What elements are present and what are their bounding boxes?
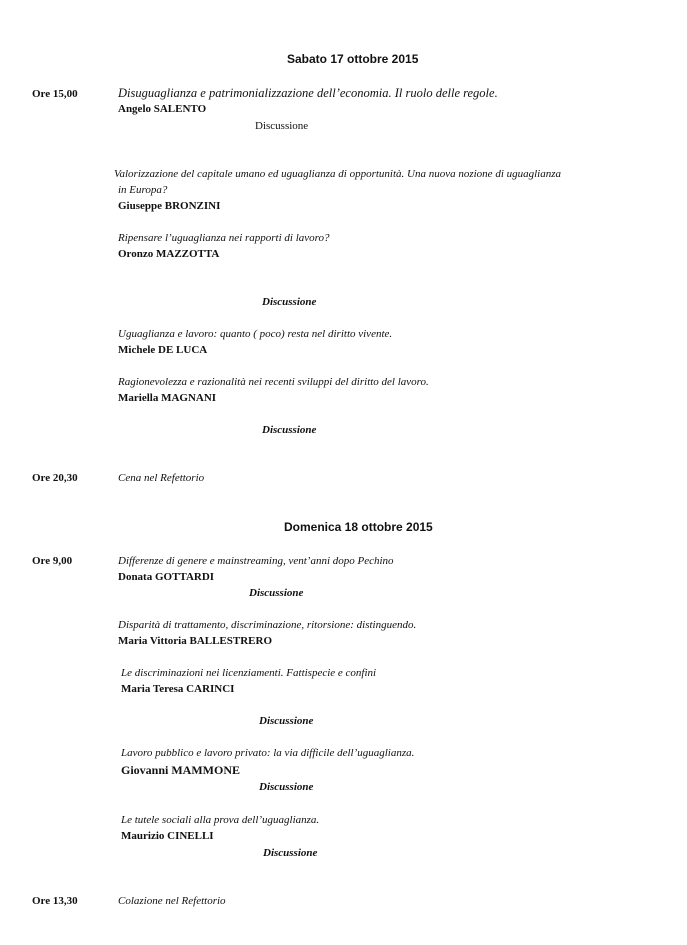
day2-talk1-title: Differenze di genere e mainstreaming, vent’anni dopo Pechino	[118, 555, 394, 567]
day2-talk2-speaker: Maria Vittoria BALLESTRERO	[118, 635, 273, 647]
day1-talk4-speaker: Michele DE LUCA	[118, 344, 208, 356]
day2-talk1-speaker: Donata GOTTARDI	[118, 571, 215, 583]
day1-discussion-3: Discussione	[262, 424, 317, 436]
day2-talk4-title: Lavoro pubblico e lavoro privato: la via difficile dell’uguaglianza.	[121, 747, 415, 759]
day1-talk4-title: Uguaglianza e lavoro: quanto ( poco) resta nel diritto vivente.	[118, 328, 393, 340]
day2-lunch-label: Colazione nel Refettorio	[118, 895, 226, 907]
day2-talk5-title: Le tutele sociali alla prova dell’uguaglianza.	[121, 814, 320, 826]
day1-dinner-time: Ore 20,30	[32, 472, 78, 484]
day1-session1-time: Ore 15,00	[32, 88, 78, 100]
day2-discussion-2: Discussione	[259, 715, 314, 727]
day1-talk1-speaker: Angelo SALENTO	[118, 103, 207, 115]
day2-heading: Domenica 18 ottobre 2015	[284, 520, 433, 534]
day1-talk1-title: Disuguaglianza e patrimonializzazione dell’economia. Il ruolo delle regole.	[118, 86, 498, 100]
day2-talk5-speaker: Maurizio CINELLI	[121, 830, 214, 842]
day1-discussion-2: Discussione	[262, 296, 317, 308]
day1-discussion-1: Discussione	[255, 120, 309, 132]
day2-discussion-4: Discussione	[263, 847, 318, 859]
day2-session1-time: Ore 9,00	[32, 555, 73, 567]
day1-heading: Sabato 17 ottobre 2015	[287, 52, 419, 66]
day2-talk2-title: Disparità di trattamento, discriminazione, ritorsione: distinguendo.	[118, 619, 417, 631]
day2-talk3-speaker: Maria Teresa CARINCI	[121, 683, 235, 695]
day1-talk2-speaker: Giuseppe BRONZINI	[118, 200, 221, 212]
day1-talk5-title: Ragionevolezza e razionalità nei recenti sviluppi del diritto del lavoro.	[118, 376, 429, 388]
day1-dinner-label: Cena nel Refettorio	[118, 472, 205, 484]
day2-lunch-time: Ore 13,30	[32, 895, 78, 907]
day2-talk3-title: Le discriminazioni nei licenziamenti. Fattispecie e confini	[121, 667, 377, 679]
day2-discussion-3: Discussione	[259, 781, 314, 793]
day1-talk2-title-line2: in Europa?	[118, 184, 168, 196]
day1-talk3-speaker: Oronzo MAZZOTTA	[118, 248, 220, 260]
day2-discussion-1: Discussione	[249, 587, 304, 599]
day1-talk2-title-line1: Valorizzazione del capitale umano ed uguaglianza di opportunità. Una nuova nozione di uguaglianza	[114, 168, 562, 180]
day2-talk4-speaker: Giovanni MAMMONE	[121, 763, 240, 777]
day1-talk5-speaker: Mariella MAGNANI	[118, 392, 217, 404]
day1-talk3-title: Ripensare l’uguaglianza nei rapporti di lavoro?	[118, 232, 330, 244]
